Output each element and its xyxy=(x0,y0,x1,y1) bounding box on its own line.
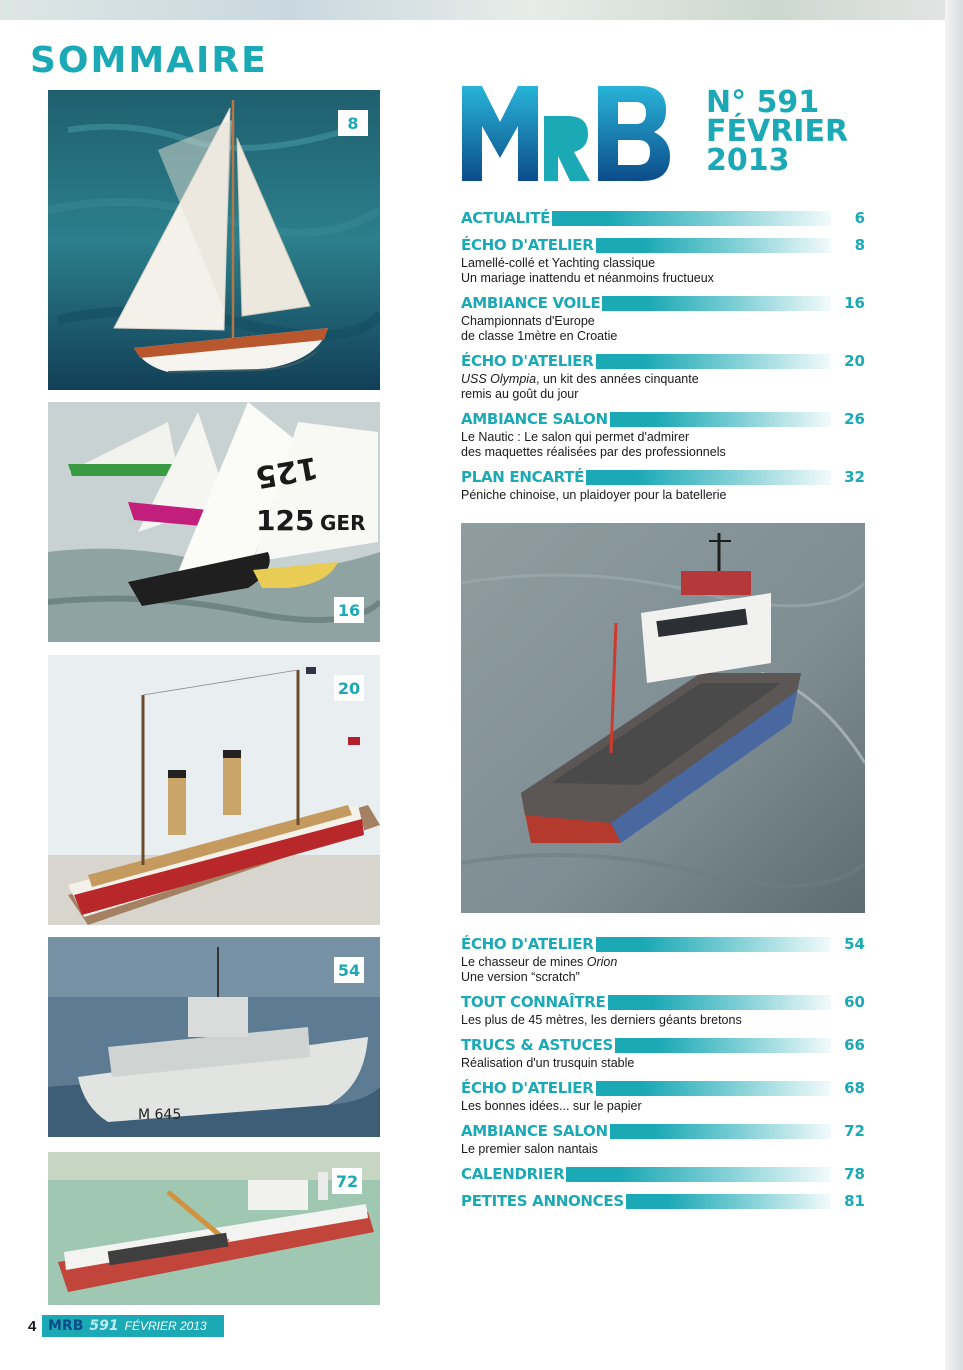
toc-leader-bar xyxy=(596,354,832,369)
toc-leader-bar xyxy=(615,1038,831,1053)
toc-description-line: de classe 1mètre en Croatie xyxy=(461,329,618,343)
photo-minehunter-orion xyxy=(48,937,380,1137)
toc-description xyxy=(461,372,865,402)
page-badge: 8 xyxy=(338,110,368,136)
toc-description-line: Une version “scratch” xyxy=(461,970,580,984)
toc-page-number: 8 xyxy=(854,236,865,254)
toc-page-number: 78 xyxy=(844,1165,865,1183)
toc-leader-bar xyxy=(626,1194,831,1209)
toc-entry-header xyxy=(461,208,865,228)
table-of-contents-top xyxy=(461,208,865,510)
toc-entry-header xyxy=(461,1078,865,1098)
issue-month: FÉVRIER xyxy=(706,114,849,149)
photo-racing-sailboats xyxy=(48,402,380,642)
toc-entry xyxy=(461,409,865,460)
issue-number: N° 591 xyxy=(706,85,820,120)
footer-band xyxy=(42,1315,224,1337)
toc-description-line: Péniche chinoise, un plaidoyer pour la batellerie xyxy=(461,488,727,502)
toc-description-line xyxy=(461,955,865,970)
issue-info xyxy=(706,85,849,178)
toc-description-line: Championnats d'Europe xyxy=(461,314,595,328)
toc-description xyxy=(461,1142,865,1157)
toc-entry xyxy=(461,992,865,1028)
toc-entry-header xyxy=(461,351,865,371)
toc-leader-bar xyxy=(608,995,831,1010)
toc-rubric: ÉCHO D'ATELIER xyxy=(461,352,594,370)
toc-rubric: TOUT CONNAÎTRE xyxy=(461,993,606,1011)
footer-issue: 591 xyxy=(89,1318,119,1334)
toc-entry xyxy=(461,1035,865,1071)
toc-entry-header xyxy=(461,1164,865,1184)
toc-entry-header xyxy=(461,1191,865,1211)
toc-description-line: Le Nautic : Le salon qui permet d'admirer xyxy=(461,430,690,444)
toc-entry xyxy=(461,1191,865,1211)
toc-page-number: 66 xyxy=(844,1036,865,1054)
issue-year: 2013 xyxy=(706,143,790,178)
toc-description xyxy=(461,314,865,344)
toc-leader-bar xyxy=(552,211,831,226)
toc-rubric: CALENDRIER xyxy=(461,1165,565,1183)
toc-description-italic: Orion xyxy=(586,955,618,969)
toc-description-line: Les bonnes idées... sur le papier xyxy=(461,1099,642,1113)
toc-page-number: 72 xyxy=(844,1122,865,1140)
footer-date: FÉVRIER 2013 xyxy=(124,1319,207,1333)
toc-entry xyxy=(461,1164,865,1184)
toc-entry-header xyxy=(461,934,865,954)
footer-logo: MRB xyxy=(48,1318,84,1334)
toc-entry xyxy=(461,1121,865,1157)
svg-text:M 645: M 645 xyxy=(138,1107,182,1123)
toc-description-line xyxy=(461,372,865,387)
toc-page-number: 26 xyxy=(844,410,865,428)
toc-leader-bar xyxy=(610,412,831,427)
toc-description-line: Les plus de 45 mètres, les derniers géants bretons xyxy=(461,1013,742,1027)
svg-text:125: 125 xyxy=(252,449,321,495)
footer-page-number: 4 xyxy=(28,1317,37,1335)
toc-page-number: 68 xyxy=(844,1079,865,1097)
toc-description xyxy=(461,1056,865,1071)
toc-rubric: ÉCHO D'ATELIER xyxy=(461,935,594,953)
toc-description xyxy=(461,1013,865,1028)
page-badge: 54 xyxy=(334,957,364,983)
page-badge: 16 xyxy=(334,597,364,623)
toc-page-number: 32 xyxy=(844,468,865,486)
toc-entry xyxy=(461,351,865,402)
toc-page-number: 6 xyxy=(854,209,865,227)
photo-dredger-model xyxy=(48,1152,380,1305)
toc-leader-bar xyxy=(596,937,832,952)
toc-rubric: PETITES ANNONCES xyxy=(461,1192,624,1210)
top-page-strip xyxy=(0,0,963,20)
toc-entry-header xyxy=(461,235,865,255)
toc-description-italic: USS Olympia xyxy=(461,372,537,386)
photo-chinese-barge xyxy=(461,523,865,913)
svg-text:125: 125 xyxy=(256,504,315,537)
toc-entry xyxy=(461,293,865,344)
page-footer xyxy=(28,1315,224,1337)
toc-leader-bar xyxy=(596,238,832,253)
toc-page-number: 16 xyxy=(844,294,865,312)
toc-entry-header xyxy=(461,992,865,1012)
page-badge: 72 xyxy=(332,1168,362,1194)
toc-rubric: PLAN ENCARTÉ xyxy=(461,468,585,486)
mrb-logo xyxy=(462,86,672,181)
page-binding-edge xyxy=(945,0,963,1370)
toc-entry-header xyxy=(461,1121,865,1141)
toc-rubric: ÉCHO D'ATELIER xyxy=(461,236,594,254)
toc-leader-bar xyxy=(602,296,831,311)
toc-page-number: 60 xyxy=(844,993,865,1011)
page-badge: 20 xyxy=(334,675,364,701)
toc-rubric: AMBIANCE SALON xyxy=(461,410,608,428)
toc-page-number: 54 xyxy=(844,935,865,953)
table-of-contents-bottom xyxy=(461,934,865,1218)
toc-description-text: , un kit des années cinquante xyxy=(536,372,699,386)
toc-entry-header xyxy=(461,409,865,429)
toc-entry xyxy=(461,467,865,503)
toc-description-line: Le premier salon nantais xyxy=(461,1142,598,1156)
toc-entry xyxy=(461,208,865,228)
toc-description xyxy=(461,488,865,503)
toc-page-number: 20 xyxy=(844,352,865,370)
photo-uss-olympia-model xyxy=(48,655,380,925)
toc-description xyxy=(461,1099,865,1114)
toc-leader-bar xyxy=(596,1081,832,1096)
page-title: SOMMAIRE xyxy=(30,40,268,81)
toc-entry xyxy=(461,1078,865,1114)
toc-description xyxy=(461,430,865,460)
toc-description xyxy=(461,955,865,985)
toc-rubric: AMBIANCE SALON xyxy=(461,1122,608,1140)
toc-description xyxy=(461,256,865,286)
toc-rubric: ÉCHO D'ATELIER xyxy=(461,1079,594,1097)
toc-entry-header xyxy=(461,467,865,487)
toc-description-line: remis au goût du jour xyxy=(461,387,579,401)
toc-entry-header xyxy=(461,1035,865,1055)
toc-page-number: 81 xyxy=(844,1192,865,1210)
toc-leader-bar xyxy=(610,1124,831,1139)
toc-leader-bar xyxy=(586,470,831,485)
toc-rubric: ACTUALITÉ xyxy=(461,209,551,227)
photo-classic-yacht xyxy=(48,90,380,390)
toc-leader-bar xyxy=(566,1167,831,1182)
toc-description-line: des maquettes réalisées par des professionnels xyxy=(461,445,726,459)
toc-entry xyxy=(461,934,865,985)
toc-rubric: AMBIANCE VOILE xyxy=(461,294,601,312)
toc-description-prefix: Le chasseur de mines xyxy=(461,955,587,969)
toc-entry-header xyxy=(461,293,865,313)
svg-text:GER: GER xyxy=(320,511,366,535)
toc-description-line: Lamellé-collé et Yachting classique xyxy=(461,256,656,270)
toc-rubric: TRUCS & ASTUCES xyxy=(461,1036,613,1054)
toc-entry xyxy=(461,235,865,286)
toc-description-line: Un mariage inattendu et néanmoins fructueux xyxy=(461,271,714,285)
toc-description-line: Réalisation d'un trusquin stable xyxy=(461,1056,635,1070)
